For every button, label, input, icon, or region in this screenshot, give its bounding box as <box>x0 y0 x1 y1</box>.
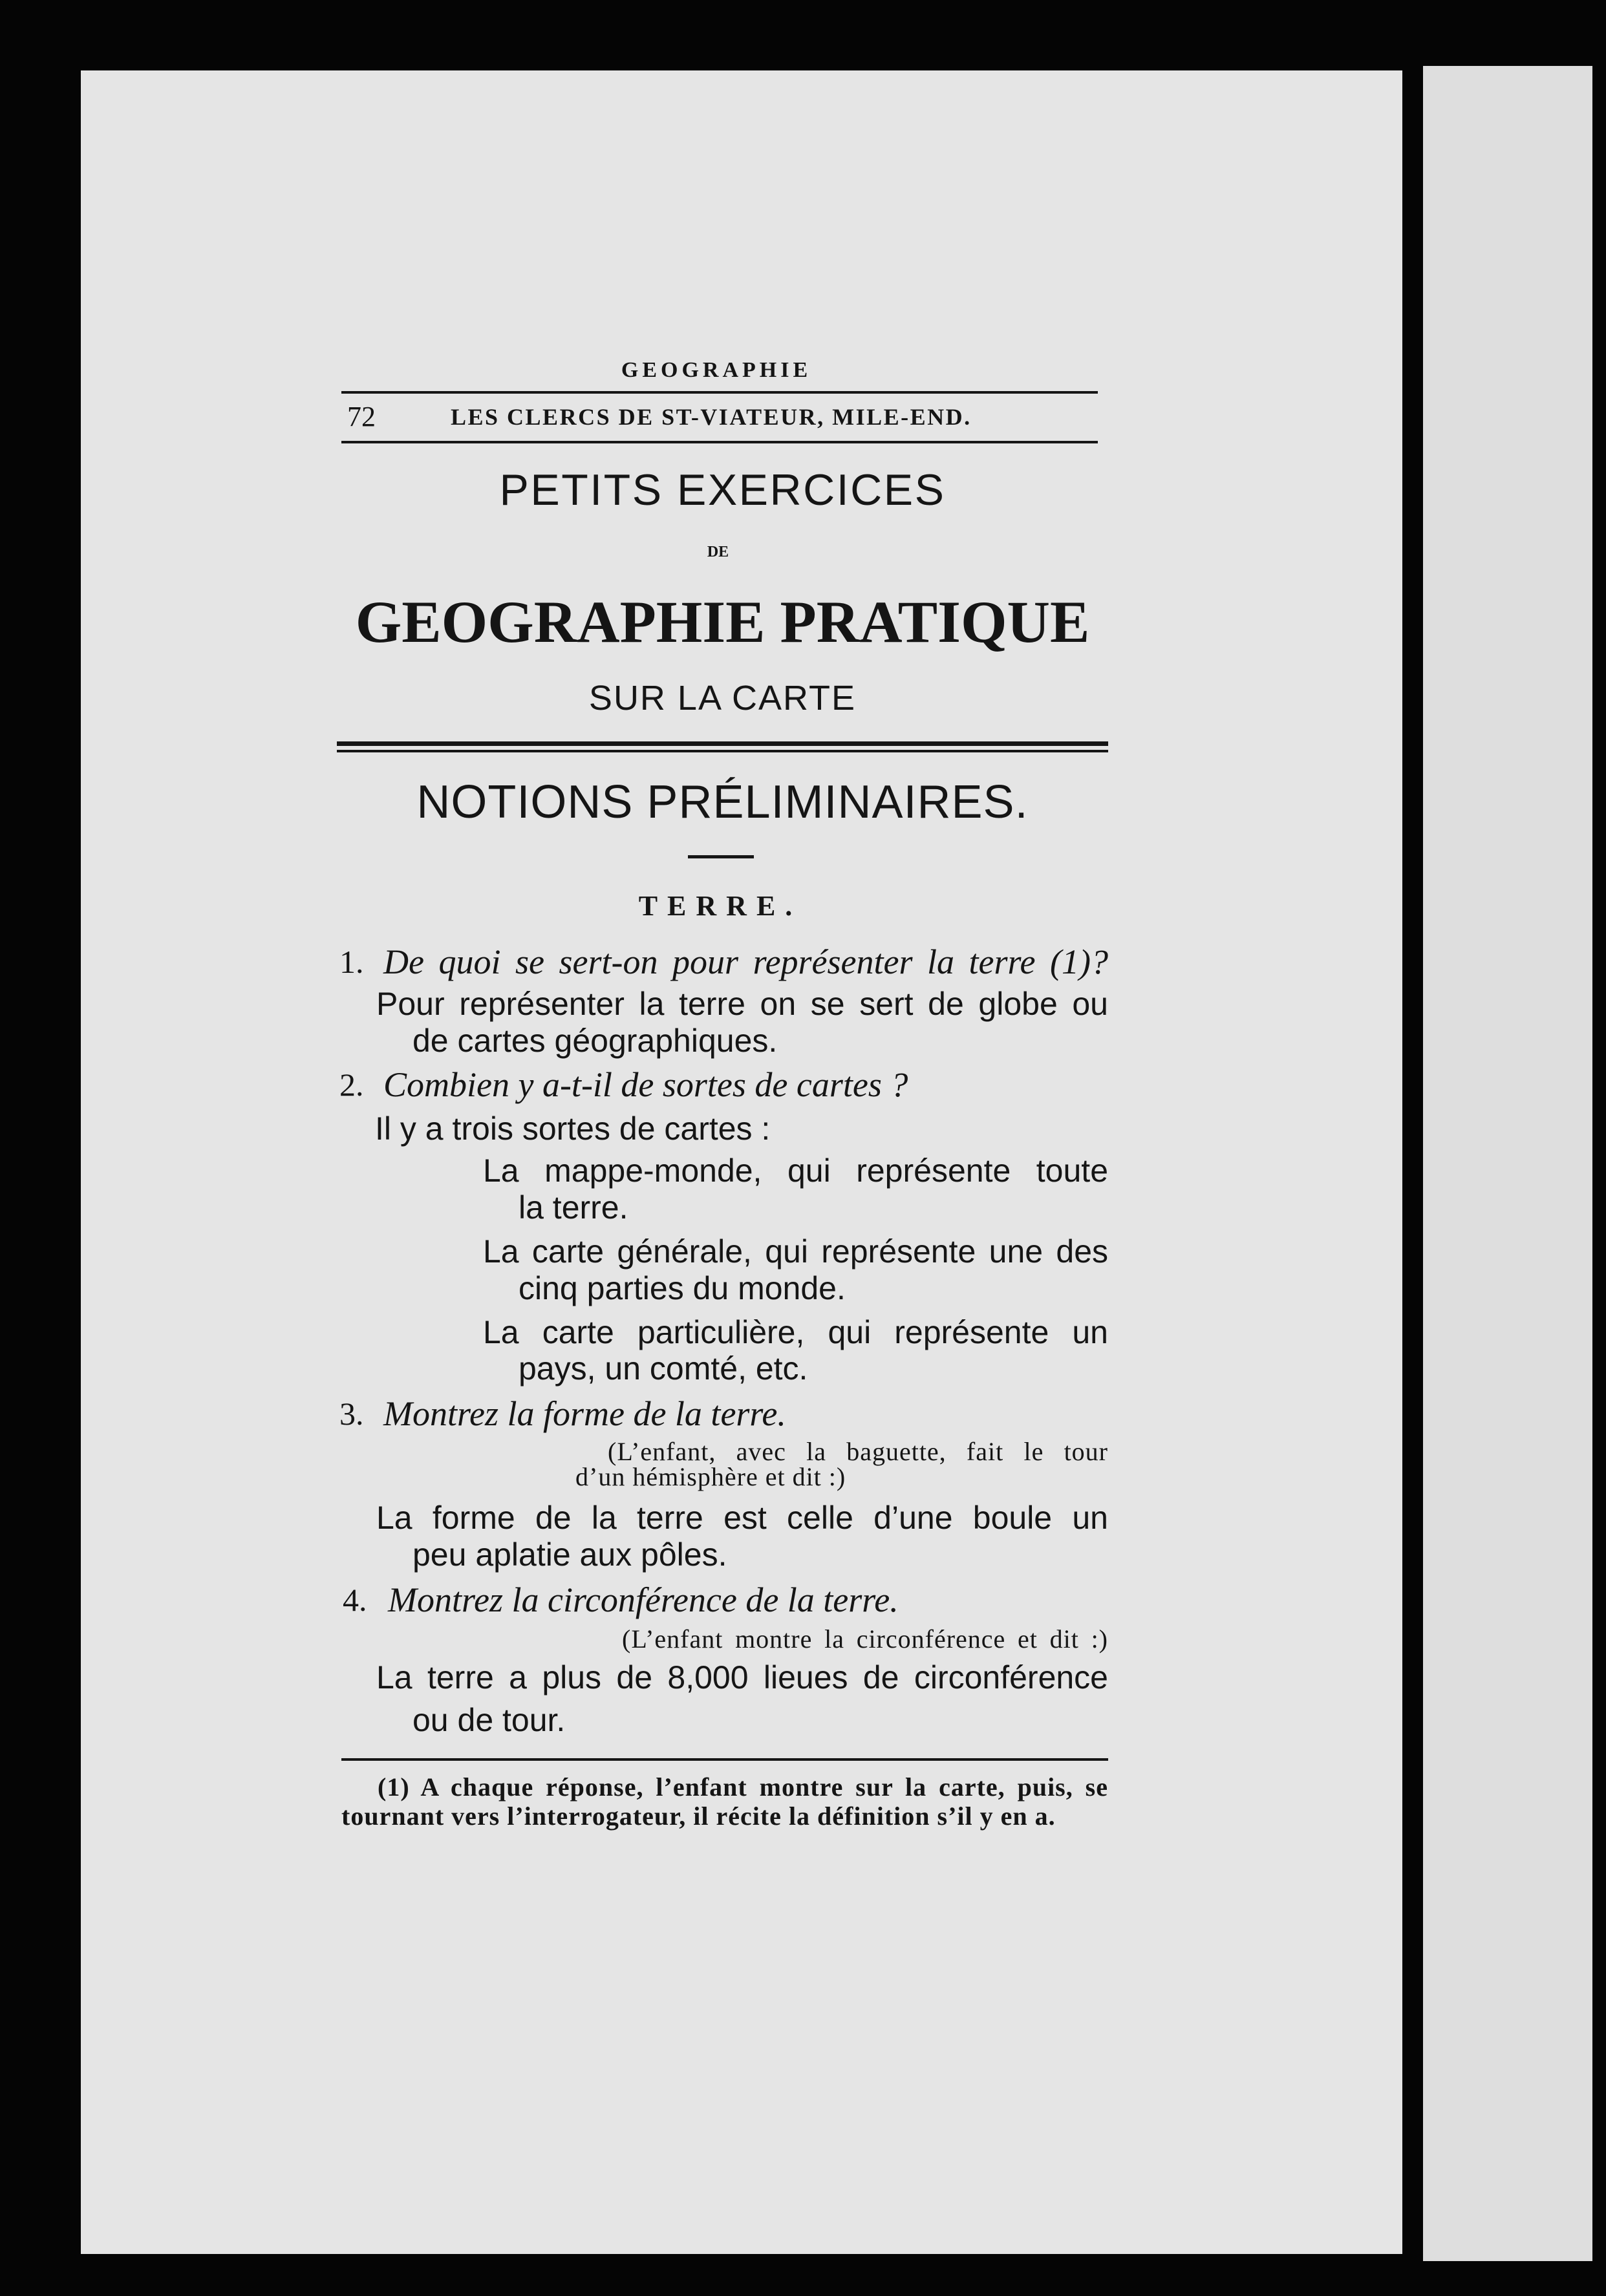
adjacent-page-edge <box>1423 66 1592 2261</box>
instruction-note: (L’enfant montre la circonférence et dit :) <box>622 1624 1108 1653</box>
answer-line: Il y a trois sortes de cartes : <box>375 1111 771 1147</box>
answer-line: peu aplatie aux pôles. <box>412 1536 727 1573</box>
double-rule-thin <box>337 750 1108 752</box>
instruction-note: d’un hémisphère et dit :) <box>575 1462 846 1491</box>
topic-heading: TERRE. <box>638 890 802 922</box>
map-type-item: La carte particulière, qui représente un <box>483 1314 1108 1350</box>
map-type-item: pays, un comté, etc. <box>519 1350 808 1387</box>
question-text: Montrez la forme de la terre. <box>383 1394 786 1433</box>
footnote-rule <box>341 1758 1108 1761</box>
running-head-section: GEOGRAPHIE <box>621 358 812 382</box>
question-text: Combien y a-t-il de sortes de cartes ? <box>383 1065 908 1104</box>
title-main: GEOGRAPHIE PRATIQUE <box>355 589 1090 655</box>
answer-line: Pour représenter la terre on se sert de globe ou <box>376 986 1108 1022</box>
map-type-item: la terre. <box>519 1189 628 1226</box>
title-line1: PETITS EXERCICES <box>499 465 946 515</box>
answer-line: ou de tour. <box>412 1702 566 1738</box>
question-number: 3. <box>339 1396 364 1432</box>
instruction-note: (L’enfant, avec la baguette, fait le tour <box>608 1437 1108 1466</box>
short-rule <box>688 855 754 858</box>
question-number: 1. <box>339 944 364 980</box>
question-text: Montrez la circonférence de la terre. <box>388 1580 899 1619</box>
page-number: 72 <box>347 401 376 432</box>
running-head-rule-top <box>341 391 1098 394</box>
title-connector: DE <box>707 544 729 560</box>
title-subtitle: SUR LA CARTE <box>588 679 857 717</box>
section-heading: NOTIONS PRÉLIMINAIRES. <box>416 776 1029 828</box>
question-number: 4. <box>343 1582 367 1618</box>
footnote-line: tournant vers l’interrogateur, il récite la définition s’il y en a. <box>341 1802 1056 1831</box>
answer-line: La forme de la terre est celle d’une boule un <box>376 1500 1108 1536</box>
double-rule-thick <box>337 741 1108 746</box>
answer-line: de cartes géographiques. <box>412 1023 778 1059</box>
map-type-item: La mappe-monde, qui représente toute <box>483 1153 1108 1189</box>
question-text: De quoi se sert-on pour représenter la terre (1)? <box>383 942 1108 981</box>
map-type-item: La carte générale, qui représente une des <box>483 1233 1108 1270</box>
answer-line: La terre a plus de 8,000 lieues de circonférence <box>376 1659 1108 1695</box>
footnote-line: (1) A chaque réponse, l’enfant montre sur la carte, puis, se <box>378 1772 1108 1802</box>
map-type-item: cinq parties du monde. <box>519 1270 846 1306</box>
running-head-rule-bottom <box>341 441 1098 443</box>
question-number: 2. <box>339 1067 364 1103</box>
running-head-publisher: LES CLERCS DE ST-VIATEUR, MILE-END. <box>451 404 972 430</box>
